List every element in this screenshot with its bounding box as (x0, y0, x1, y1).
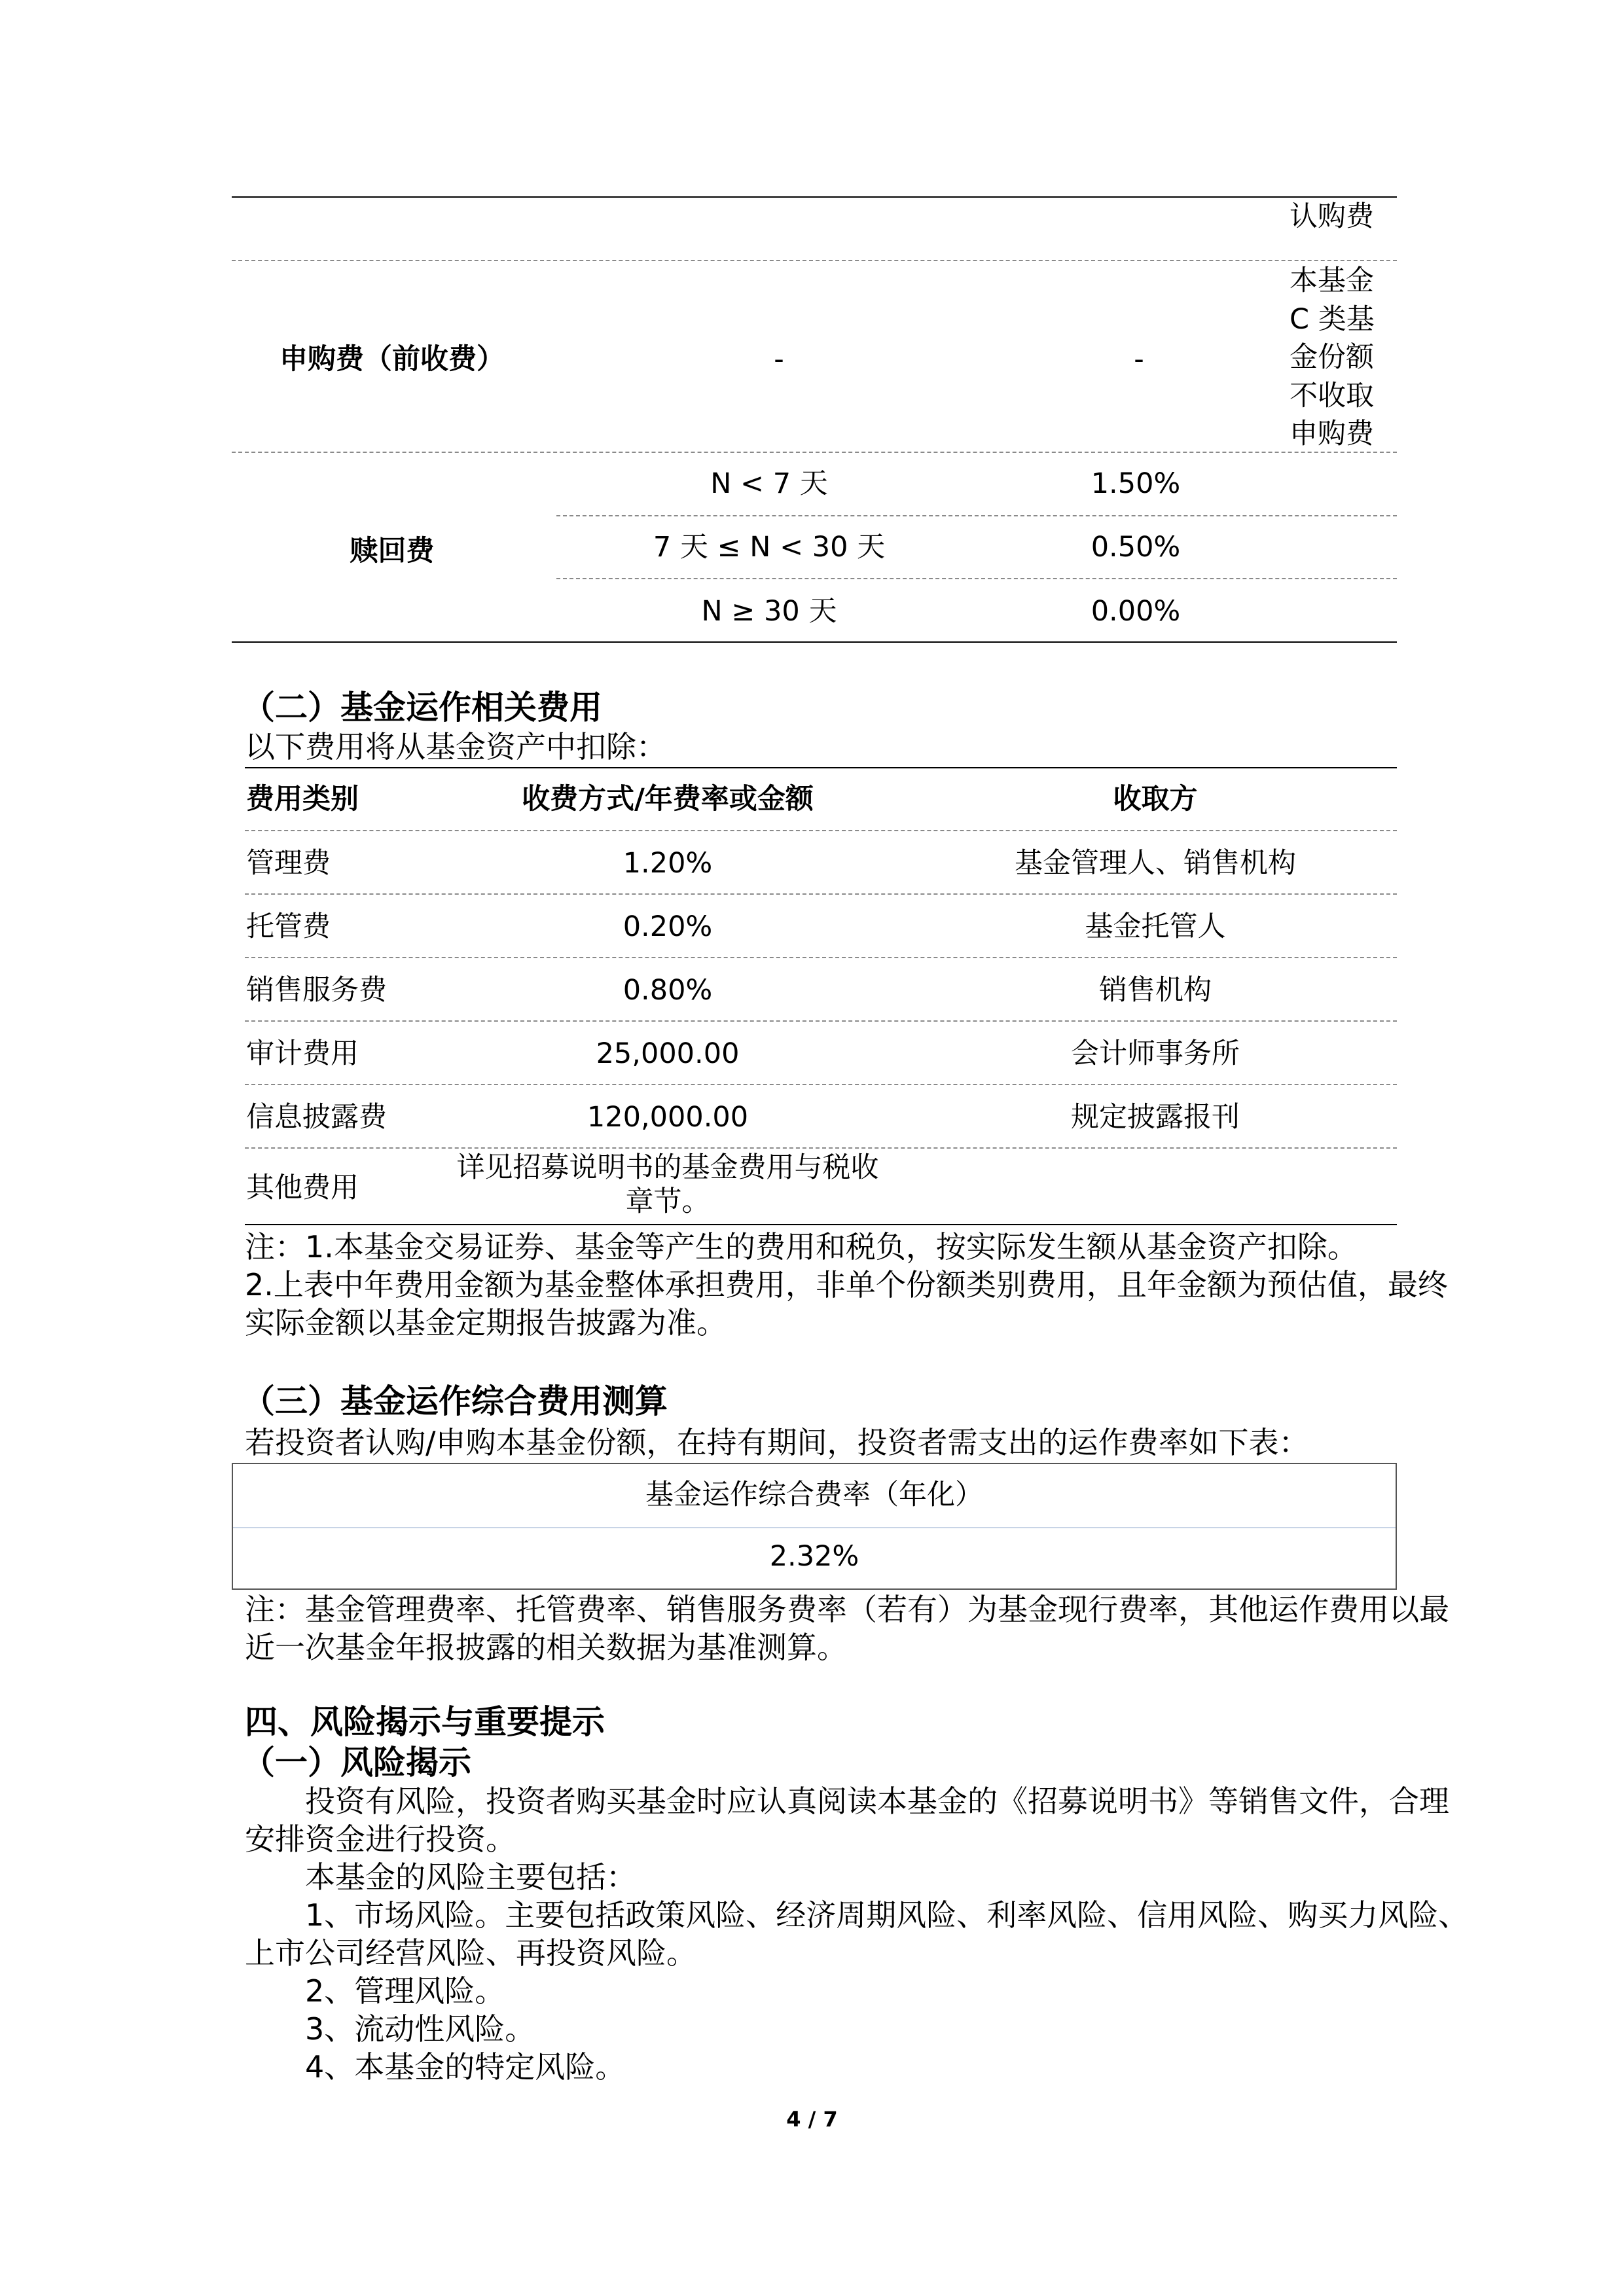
divider (556, 578, 1397, 579)
risk-line: 4、本基金的特定风险。 (305, 2049, 626, 2085)
section2-notes (245, 1228, 1448, 1342)
section2-title: （二）基金运作相关费用 (242, 689, 602, 726)
risk-line: 1、市场风险。主要包括政策风险、经济周期风险、利率风险、信用风险、购买力风险、 (305, 1897, 1469, 1933)
section2-intro: 以下费用将从基金资产中扣除： (245, 729, 666, 764)
table2-top-border (245, 767, 1397, 768)
divider (232, 260, 1397, 261)
note-line: C 类基 (1290, 302, 1375, 336)
divider (245, 1084, 1397, 1085)
comprehensive-fee-table (232, 1463, 1397, 1590)
table-row-category: 托管费 (246, 910, 331, 943)
table2-header-method: 收费方式/年费率或金额 (522, 783, 814, 816)
table-row-payee: 会计师事务所 (1071, 1037, 1240, 1070)
table2-header-payee: 收取方 (1113, 783, 1198, 816)
section3-title: （三）基金运作综合费用测算 (242, 1382, 668, 1420)
table-row-category: 审计费用 (246, 1037, 359, 1070)
divider (556, 515, 1397, 516)
table-row-category: 其他费用 (246, 1172, 359, 1204)
section3-notes (245, 1590, 1449, 1666)
redemption-fee-label: 赎回费 (350, 535, 435, 567)
other-fee-line: 详见招募说明书的基金费用与税收 (456, 1151, 879, 1184)
redemption-period: N < 7 天 (710, 467, 828, 500)
other-fee-line: 章节。 (625, 1185, 710, 1218)
table-row-payee: 销售机构 (1099, 974, 1212, 1007)
note-line: 本基金 (1290, 264, 1374, 297)
divider (245, 957, 1397, 958)
divider (245, 893, 1397, 895)
note-line: 不收取 (1290, 379, 1374, 412)
risk-line: 安排资金进行投资。 (245, 1821, 516, 1857)
risk-line: 上市公司经营风险、再投资风险。 (245, 1935, 696, 1971)
table1-top-border (232, 196, 1397, 198)
purchase-fee-note (1290, 262, 1375, 454)
divider (245, 1147, 1397, 1149)
table1-bottom-border (232, 641, 1397, 643)
note-line: 近一次基金年报披露的相关数据为基准测算。 (245, 1630, 847, 1665)
risk-line: 3、流动性风险。 (305, 2011, 535, 2047)
redemption-rate: 1.50% (1091, 467, 1181, 500)
divider (245, 1020, 1397, 1022)
redemption-period: 7 天 ≤ N < 30 天 (653, 531, 886, 564)
risk-line: 2、管理风险。 (305, 1973, 505, 2009)
section4-subtitle: （一）风险揭示 (242, 1744, 471, 1782)
note-line: 2.上表中年费用金额为基金整体承担费用，非单个份额类别费用，且年金额为预估值，最终 (245, 1267, 1448, 1302)
table2-header-category: 费用类别 (246, 783, 359, 816)
other-fee-value (432, 1151, 903, 1219)
table-row-method: 25,000.00 (596, 1037, 740, 1070)
divider (232, 452, 1397, 453)
subscription-fee-tail: 认购费 (1290, 200, 1374, 233)
table-row-payee: 规定披露报刊 (1071, 1101, 1240, 1134)
divider (245, 830, 1397, 831)
section4-title: 四、风险揭示与重要提示 (245, 1703, 605, 1741)
purchase-fee-col2: - (774, 343, 784, 376)
redemption-rate: 0.00% (1091, 595, 1181, 628)
table-row-method: 120,000.00 (586, 1101, 749, 1134)
note-line: 注：1.本基金交易证券、基金等产生的费用和税负，按实际发生额从基金资产扣除。 (245, 1229, 1358, 1265)
section3-intro: 若投资者认购/申购本基金份额，在持有期间，投资者需支出的运作费率如下表： (245, 1425, 1309, 1460)
purchase-fee-label: 申购费（前收费） (280, 343, 505, 376)
risk-disclosure-body (245, 1782, 1468, 2086)
comprehensive-fee-value: 2.32% (769, 1540, 859, 1573)
page-number: 4 / 7 (786, 2107, 838, 2132)
table-row-method: 0.20% (623, 910, 713, 943)
note-line: 注：基金管理费率、托管费率、销售服务费率（若有）为基金现行费率，其他运作费用以最 (245, 1592, 1449, 1627)
risk-line: 投资有风险，投资者购买基金时应认真阅读本基金的《招募说明书》等销售文件，合理 (305, 1784, 1449, 1819)
table-row-method: 0.80% (623, 974, 713, 1007)
note-line: 金份额 (1290, 341, 1374, 374)
table-row-payee: 基金托管人 (1085, 910, 1226, 943)
risk-line: 本基金的风险主要包括： (305, 1859, 636, 1895)
redemption-period: N ≥ 30 天 (701, 595, 837, 628)
note-line: 申购费 (1290, 418, 1374, 450)
table-row-category: 管理费 (246, 847, 331, 880)
redemption-rate: 0.50% (1091, 531, 1181, 564)
comprehensive-fee-header: 基金运作综合费率（年化） (645, 1479, 983, 1511)
table2-bottom-border (245, 1224, 1397, 1225)
note-line: 实际金额以基金定期报告披露为准。 (245, 1305, 727, 1340)
table-row-category: 信息披露费 (246, 1101, 387, 1134)
purchase-fee-col3: - (1134, 343, 1144, 376)
divider (233, 1527, 1396, 1528)
table-row-category: 销售服务费 (246, 974, 387, 1007)
table-row-payee: 基金管理人、销售机构 (1015, 847, 1296, 880)
table-row-method: 1.20% (623, 847, 713, 880)
